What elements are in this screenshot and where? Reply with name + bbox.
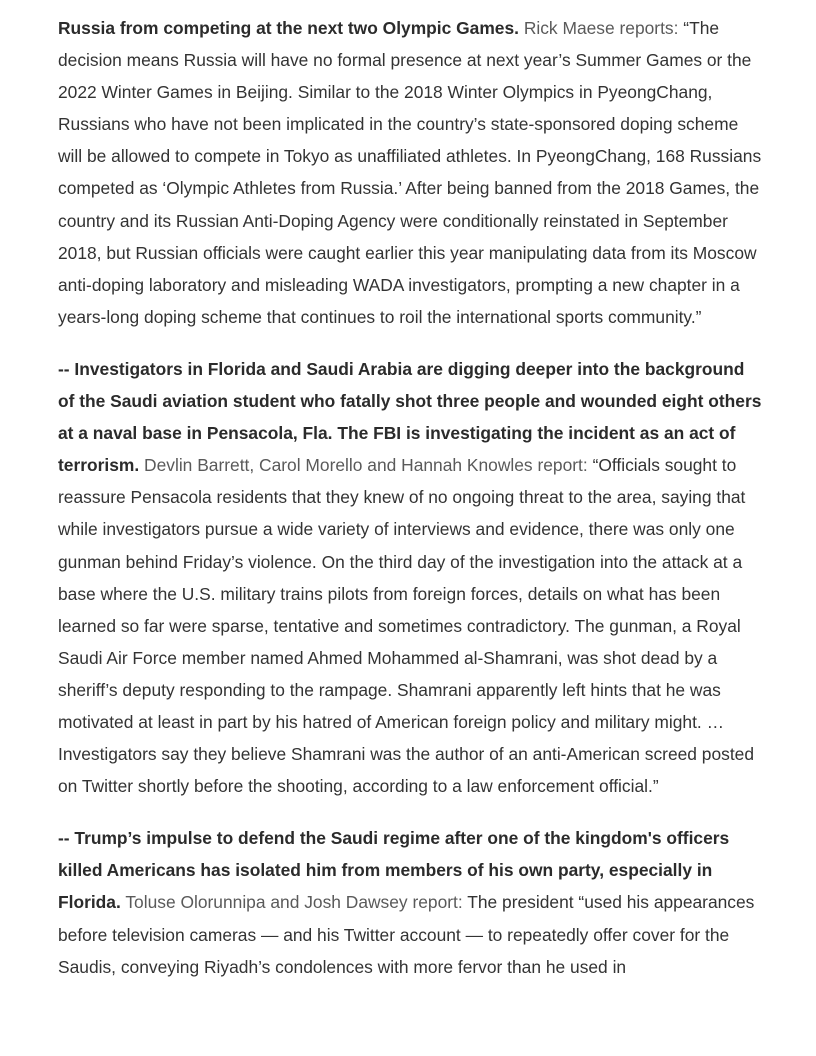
byline-link[interactable]: Toluse Olorunnipa and Josh Dawsey report: [125, 892, 463, 913]
byline-link[interactable]: Devlin Barrett, Carol Morello and Hannah Knowles report: [144, 455, 588, 476]
byline-link[interactable]: Rick Maese reports: [523, 18, 679, 38]
article-paragraph-trump-saudi [58, 822, 764, 982]
paragraph-lead-headline: Russia from competing at the next two Olympic Games. [58, 18, 519, 38]
paragraph-quote: “The decision means Russia will have no formal presence at next year’s Summer Games or the 2022 Winter Games in Beijing. Similar to the 2018 Winter Olympics in PyeongChang, Russians who have not been implicated in the country’s state-sponsored doping scheme will be allowed to compete in Tokyo as unaffiliated athletes. In PyeongChang, 168 Russians competed as ‘Olympic Athletes from Russia.’ After being banned from the 2018 Games, the country and its Russian Anti-Doping Agency were conditionally reinstated in September 2018, but Russian officials were caught earlier this year manipulating data from its Moscow anti-doping laboratory and misleading WADA investigators, prompting a new chapter in a years-long doping scheme that continues to roil the international sports community.” [58, 18, 762, 327]
paragraph-lead-headline: -- Investigators in Florida and Saudi Arabia are digging deeper into the background of the Saudi aviation student who fatally shot three people and wounded eight others at a naval base in Pensacola, Fla. The FBI is investigating the incident as an act of terrorism. [58, 358, 762, 476]
paragraph-lead-headline: -- Trump’s impulse to defend the Saudi regime after one of the kingdom's officers killed Americans has isolated him from members of his own party, especially in Florida. [58, 828, 730, 913]
paragraph-quote: “Officials sought to reassure Pensacola residents that they knew of no ongoing threat to the area, saying that while investigators pursue a wide variety of interviews and evidence, there was only one gunman behind Friday’s violence. On the third day of the investigation into the attack at a base where the U.S. military trains pilots from foreign forces, details on what has been learned so far were sparse, tentative and sometimes contradictory. The gunman, a Royal Saudi Air Force member named Ahmed Mohammed al-Shamrani, was shot dead by a sheriff’s deputy responding to the rampage. Shamrani apparently left hints that he was motivated at least in part by his hatred of American foreign policy and military might. … Investigators say they believe Shamrani was the author of an anti-American screed posted on Twitter shortly before the shooting, according to a law enforcement official.” [58, 455, 754, 797]
article-page [58, 12, 764, 1003]
paragraph-quote: The president “used his appearances before television cameras — and his Twitter account — to repeatedly offer cover for the Saudis, conveying Riyadh’s condolences with more fervor than he used in [58, 892, 755, 977]
article-paragraph-russia-olympics [58, 12, 764, 333]
article-paragraph-pensacola-shooting [58, 353, 764, 802]
